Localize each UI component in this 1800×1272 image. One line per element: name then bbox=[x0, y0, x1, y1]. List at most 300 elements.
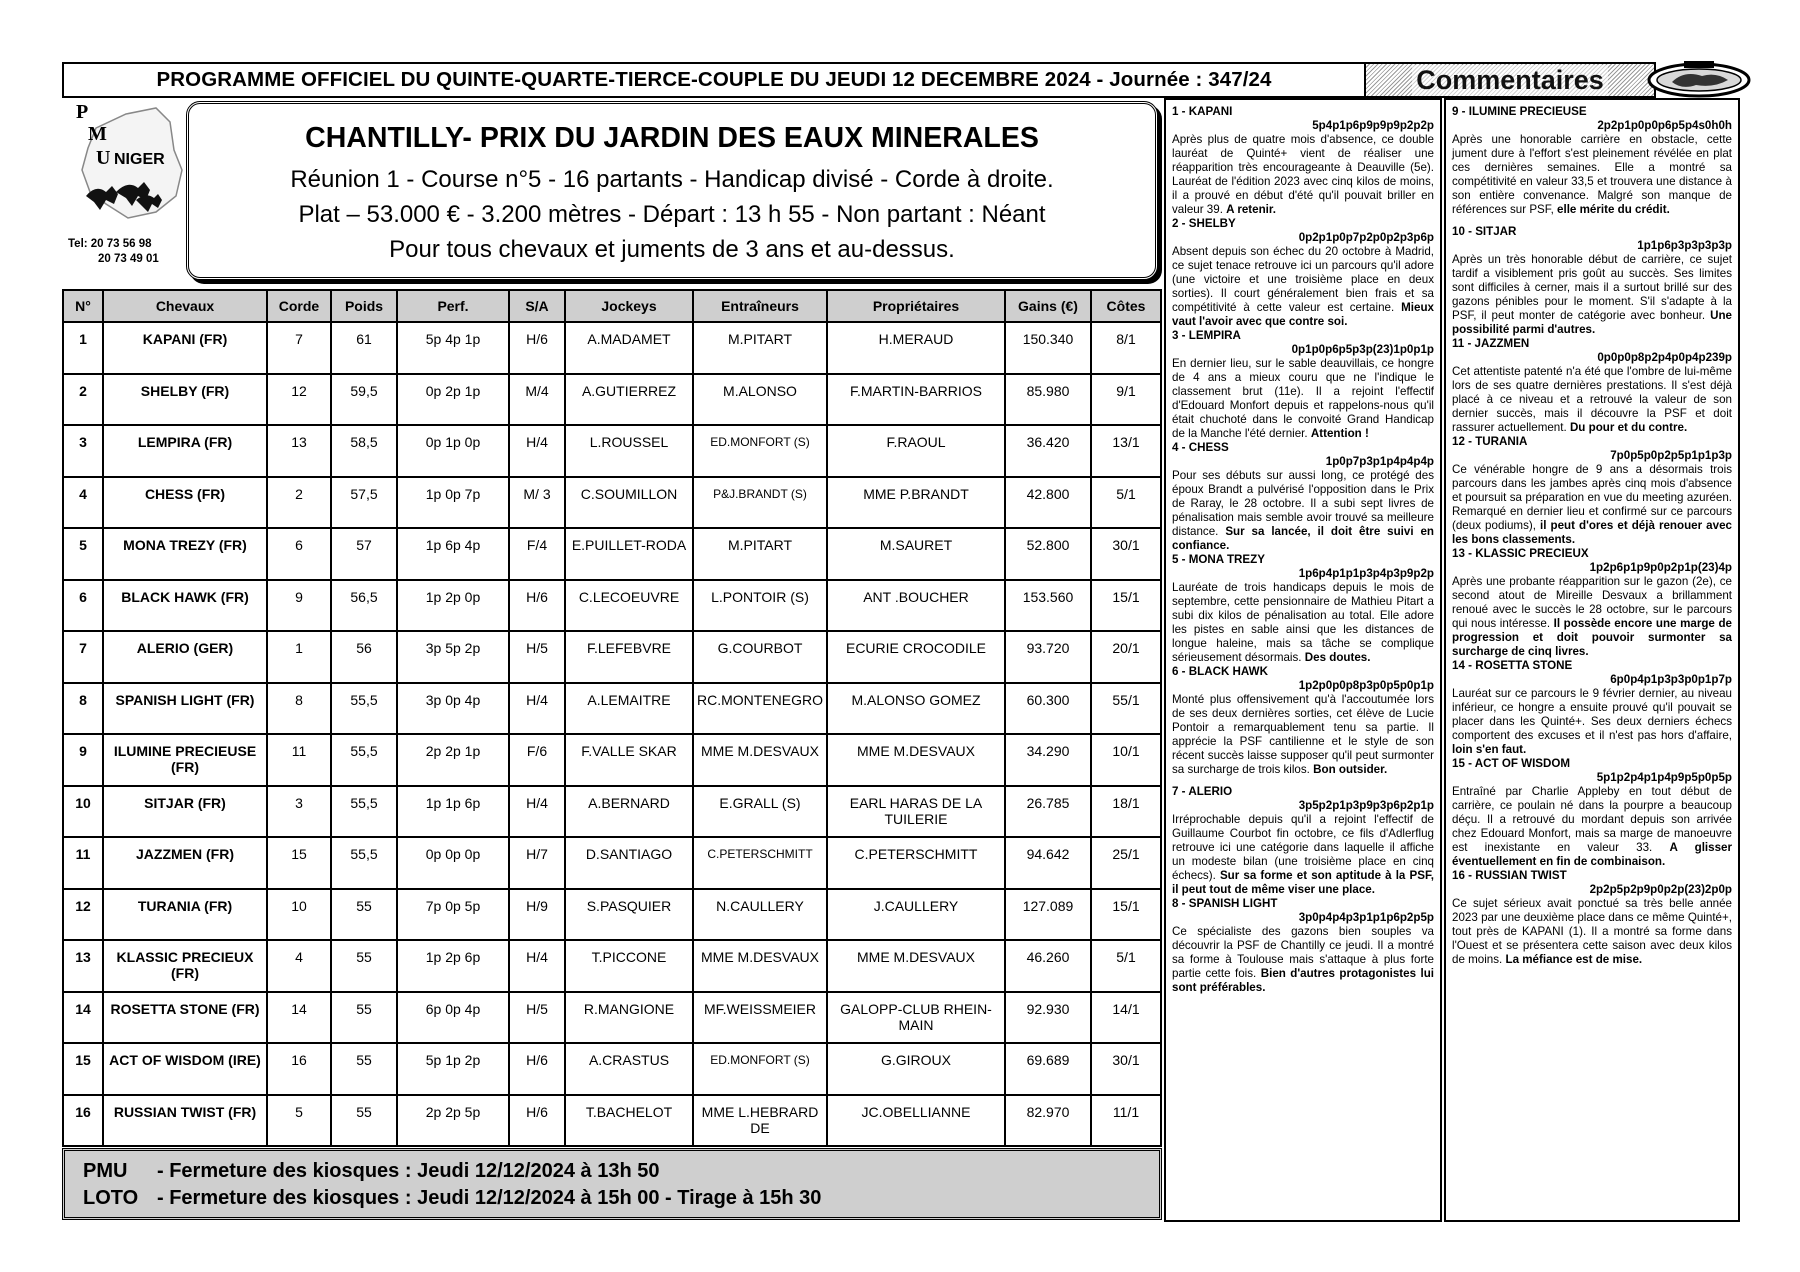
table-cell: 1 bbox=[63, 322, 103, 374]
table-cell: F.MARTIN-BARRIOS bbox=[827, 374, 1005, 426]
comment-body: Irréprochable depuis qu'il a rejoint l'effectif de Guillaume Courbot fin octobre, ce fils d'Adlerflug retrouve ici une catégorie dans laquelle il affiche un modeste bilan (une troisième place en cinq échecs). bbox=[1172, 813, 1434, 882]
comment-performance: 1p0p7p3p1p4p4p4p bbox=[1325, 455, 1434, 468]
table-cell: JC.OBELLIANNE bbox=[827, 1095, 1005, 1147]
table-cell: LEMPIRA (FR) bbox=[103, 425, 267, 477]
comment-body: Lauréat sur ce parcours le 9 février dernier, au niveau inférieur, ce hongre a ensuite prouvé qu'il pouvait se placer dans les Quinté+. Ses deux derniers échecs comportent des excuses et il n'est pas hors d'affaire, bbox=[1452, 687, 1732, 742]
table-cell: 127.089 bbox=[1005, 889, 1091, 941]
comment-text bbox=[1452, 687, 1732, 757]
table-cell: 2p 2p 5p bbox=[397, 1095, 509, 1147]
table-cell: 82.970 bbox=[1005, 1095, 1091, 1147]
table-cell: 4 bbox=[267, 940, 331, 992]
table-cell: ED.MONFORT (S) bbox=[693, 425, 827, 477]
comment-text bbox=[1452, 897, 1732, 967]
table-cell: MME M.DESVAUX bbox=[693, 734, 827, 786]
table-cell: 1 bbox=[267, 631, 331, 683]
table-cell: CHESS (FR) bbox=[103, 477, 267, 529]
column-header: Perf. bbox=[397, 290, 509, 322]
table-row bbox=[63, 580, 1161, 632]
table-cell: C.PETERSCHMITT bbox=[693, 837, 827, 889]
table-cell: MME M.DESVAUX bbox=[827, 940, 1005, 992]
comment-body: Pour ses débuts sur aussi long, ce protégé des époux Brandt a pulvérisé l'opposition dans le Prix de Raray, le 28 octobre. Il a subi sept livres de pénalisation mais semble avoir trouvé sa meilleure distance. bbox=[1172, 469, 1434, 538]
table-cell: 14/1 bbox=[1091, 992, 1161, 1044]
comment-entry bbox=[1452, 547, 1732, 659]
table-body bbox=[63, 322, 1161, 1146]
comment-verdict: Mieux vaut l'avoir avec que contre soi. bbox=[1172, 301, 1434, 328]
table-cell: A.GUTIERREZ bbox=[565, 374, 693, 426]
table-cell: KAPANI (FR) bbox=[103, 322, 267, 374]
table-cell: 12 bbox=[63, 889, 103, 941]
comment-horse-title: 16 - RUSSIAN TWIST bbox=[1452, 869, 1567, 882]
table-cell: 12 bbox=[267, 374, 331, 426]
comment-verdict: Sur sa forme et son aptitude à la PSF, il peut tout de même viser une place. bbox=[1172, 869, 1434, 896]
table-cell: 59,5 bbox=[331, 374, 397, 426]
table-cell: 55 bbox=[331, 1043, 397, 1095]
comment-verdict: Du pour et du contre. bbox=[1569, 421, 1688, 434]
table-cell: H/6 bbox=[509, 322, 565, 374]
comment-text bbox=[1452, 575, 1732, 659]
table-cell: 5p 1p 2p bbox=[397, 1043, 509, 1095]
table-cell: 11 bbox=[267, 734, 331, 786]
comment-entry bbox=[1172, 329, 1434, 441]
table-cell: 15 bbox=[63, 1043, 103, 1095]
table-cell: 94.642 bbox=[1005, 837, 1091, 889]
table-cell: H/5 bbox=[509, 631, 565, 683]
comments-header bbox=[1366, 62, 1656, 98]
comment-performance: 2p2p1p0p0p6p5p4s0h0h bbox=[1597, 119, 1732, 132]
table-cell: 55,5 bbox=[331, 683, 397, 735]
table-cell: L.PONTOIR (S) bbox=[693, 580, 827, 632]
comment-body: Après un très honorable début de carrière, ce sujet tardif a visiblement pris goût au succès. Ses limites sont difficiles à cerner, mais il a surtout brillé sur des gazons pénibles pour le moment. S'il s'adapte à la PSF, il peut monter de catégorie avec bonheur. bbox=[1452, 253, 1732, 322]
table-cell: H/7 bbox=[509, 837, 565, 889]
table-cell: M.PITART bbox=[693, 528, 827, 580]
comment-entry bbox=[1172, 665, 1434, 777]
table-cell: L.ROUSSEL bbox=[565, 425, 693, 477]
table-cell: 93.720 bbox=[1005, 631, 1091, 683]
table-cell: H/9 bbox=[509, 889, 565, 941]
table-cell: 55,5 bbox=[331, 734, 397, 786]
table-cell: 26.785 bbox=[1005, 786, 1091, 838]
table-row bbox=[63, 837, 1161, 889]
comment-performance: 2p2p5p2p9p0p2p(23)2p0p bbox=[1589, 883, 1732, 896]
loto-label: LOTO bbox=[83, 1187, 139, 1209]
table-cell: BLACK HAWK (FR) bbox=[103, 580, 267, 632]
table-cell: 2p 2p 1p bbox=[397, 734, 509, 786]
spacer bbox=[1452, 217, 1732, 225]
logo-letter-m: M bbox=[88, 123, 107, 145]
table-cell: 6 bbox=[63, 580, 103, 632]
table-row bbox=[63, 477, 1161, 529]
table-cell: F/4 bbox=[509, 528, 565, 580]
comment-body: Ce vénérable hongre de 9 ans a désormais trois parcours dans les jambes après cinq mois d'absence et poursuit sa préparation en vue du meeting azuréen. Remarqué en dernier lieu et confirmé sur ce parcours (deux podiums), bbox=[1452, 463, 1732, 532]
comment-body: Après une probante réapparition sur le gazon (2e), ce second atout de Mireille Desvaux a brillamment renoué avec le succès le 28 octobre, sur le parcours qui nous intéresse. bbox=[1452, 575, 1732, 630]
comment-performance: 7p0p5p0p2p5p1p1p3p bbox=[1610, 449, 1732, 462]
table-cell: 34.290 bbox=[1005, 734, 1091, 786]
column-header: Entraîneurs bbox=[693, 290, 827, 322]
race-title: CHANTILLY- PRIX DU JARDIN DES EAUX MINERALES bbox=[305, 122, 1039, 154]
comment-entry bbox=[1452, 869, 1732, 967]
table-cell: A.MADAMET bbox=[565, 322, 693, 374]
comment-performance: 5p1p2p4p1p4p9p5p0p5p bbox=[1596, 771, 1732, 784]
table-cell: F/6 bbox=[509, 734, 565, 786]
comment-text bbox=[1452, 463, 1732, 547]
table-cell: 1p 2p 6p bbox=[397, 940, 509, 992]
runners-table bbox=[62, 289, 1162, 1147]
table-cell: 56,5 bbox=[331, 580, 397, 632]
table-cell: 10 bbox=[63, 786, 103, 838]
table-cell: 46.260 bbox=[1005, 940, 1091, 992]
table-cell: E.GRALL (S) bbox=[693, 786, 827, 838]
table-cell: 15/1 bbox=[1091, 889, 1161, 941]
table-cell: H/6 bbox=[509, 1095, 565, 1147]
table-cell: 5/1 bbox=[1091, 477, 1161, 529]
comment-horse-title: 15 - ACT OF WISDOM bbox=[1452, 757, 1571, 770]
comment-body: Après plus de quatre mois d'absence, ce double lauréat de Quinté+ vient de réaliser une réapparition très encourageante à Deauville (5e). Lauréat de l'édition 2023 avec cinq kilos de moins, il a prouvé en début d'été qu'il pouvait briller en valeur 39. bbox=[1172, 133, 1434, 216]
table-cell: 7p 0p 5p bbox=[397, 889, 509, 941]
comment-text bbox=[1172, 245, 1434, 329]
table-cell: 7 bbox=[267, 322, 331, 374]
table-cell: G.COURBOT bbox=[693, 631, 827, 683]
comment-horse-title: 14 - ROSETTA STONE bbox=[1452, 659, 1573, 672]
table-cell: 9 bbox=[267, 580, 331, 632]
table-cell: 3 bbox=[267, 786, 331, 838]
table-cell: KLASSIC PRECIEUX (FR) bbox=[103, 940, 267, 992]
table-cell: 55 bbox=[331, 1095, 397, 1147]
comment-entry bbox=[1452, 659, 1732, 757]
comment-performance: 1p1p6p3p3p3p3p bbox=[1637, 239, 1732, 252]
table-cell: 18/1 bbox=[1091, 786, 1161, 838]
column-header: Propriétaires bbox=[827, 290, 1005, 322]
table-cell: MME P.BRANDT bbox=[827, 477, 1005, 529]
phone-2: 20 73 49 01 bbox=[98, 253, 159, 265]
table-cell: 55 bbox=[331, 940, 397, 992]
table-cell: 3p 5p 2p bbox=[397, 631, 509, 683]
programme-banner bbox=[62, 62, 1366, 98]
comment-entry bbox=[1452, 435, 1732, 547]
comment-performance: 1p2p0p0p8p3p0p5p0p1p bbox=[1298, 679, 1434, 692]
table-cell: H/6 bbox=[509, 580, 565, 632]
table-cell: 55/1 bbox=[1091, 683, 1161, 735]
comment-verdict: A glisser éventuellement en fin de combinaison. bbox=[1452, 841, 1732, 868]
table-cell: MF.WEISSMEIER bbox=[693, 992, 827, 1044]
comment-horse-title: 3 - LEMPIRA bbox=[1172, 329, 1241, 342]
comment-performance: 0p2p1p0p7p2p0p2p3p6p bbox=[1298, 231, 1434, 244]
table-cell: 15 bbox=[267, 837, 331, 889]
table-cell: 5p 4p 1p bbox=[397, 322, 509, 374]
comment-performance: 0p1p0p6p5p3p(23)1p0p1p bbox=[1291, 343, 1434, 356]
logo-niger: NIGER bbox=[114, 151, 165, 168]
comment-entry bbox=[1172, 553, 1434, 665]
table-cell: TURANIA (FR) bbox=[103, 889, 267, 941]
table-row bbox=[63, 322, 1161, 374]
table-cell: M.PITART bbox=[693, 322, 827, 374]
table-cell: GALOPP-CLUB RHEIN-MAIN bbox=[827, 992, 1005, 1044]
table-cell: C.PETERSCHMITT bbox=[827, 837, 1005, 889]
comment-entry bbox=[1452, 757, 1732, 869]
table-cell: D.SANTIAGO bbox=[565, 837, 693, 889]
comment-verdict: elle mérite du crédit. bbox=[1557, 203, 1670, 216]
pmu-niger-logo bbox=[66, 100, 188, 238]
table-cell: C.SOUMILLON bbox=[565, 477, 693, 529]
logo-letter-u: U bbox=[96, 147, 111, 169]
table-cell: 7 bbox=[63, 631, 103, 683]
table-row bbox=[63, 786, 1161, 838]
table-cell: 42.800 bbox=[1005, 477, 1091, 529]
table-cell: MME M.DESVAUX bbox=[827, 734, 1005, 786]
comment-entry bbox=[1172, 897, 1434, 995]
comment-text bbox=[1452, 253, 1732, 337]
table-cell: 1p 6p 4p bbox=[397, 528, 509, 580]
race-title-box bbox=[186, 101, 1158, 280]
table-cell: MONA TREZY (FR) bbox=[103, 528, 267, 580]
table-cell: ACT OF WISDOM (IRE) bbox=[103, 1043, 267, 1095]
table-row bbox=[63, 992, 1161, 1044]
pmu-closing-text: - Fermeture des kiosques : Jeudi 12/12/2024 à 13h 50 bbox=[157, 1160, 660, 1182]
comment-text bbox=[1172, 133, 1434, 217]
table-cell: MME M.DESVAUX bbox=[693, 940, 827, 992]
column-header: Jockeys bbox=[565, 290, 693, 322]
table-cell: RUSSIAN TWIST (FR) bbox=[103, 1095, 267, 1147]
table-row bbox=[63, 1095, 1161, 1147]
table-cell: H/5 bbox=[509, 992, 565, 1044]
table-cell: M.SAURET bbox=[827, 528, 1005, 580]
table-cell: 10/1 bbox=[1091, 734, 1161, 786]
table-header-row bbox=[63, 290, 1161, 322]
comment-verdict: Il possède encore une marge de progression et doit pouvoir surmonter sa surcharge de cinq livres. bbox=[1452, 617, 1732, 658]
pmu-label: PMU bbox=[83, 1160, 128, 1182]
column-header: Côtes bbox=[1091, 290, 1161, 322]
comment-verdict: Sur sa lancée, il doit être suivi en confiance. bbox=[1172, 525, 1434, 552]
table-cell: ED.MONFORT (S) bbox=[693, 1043, 827, 1095]
table-cell: 57,5 bbox=[331, 477, 397, 529]
comment-performance: 0p0p0p8p2p4p0p4p239p bbox=[1597, 351, 1732, 364]
comment-text bbox=[1172, 925, 1434, 995]
table-cell: 0p 1p 0p bbox=[397, 425, 509, 477]
table-cell: H/4 bbox=[509, 683, 565, 735]
comment-entry bbox=[1452, 225, 1732, 337]
table-cell: 85.980 bbox=[1005, 374, 1091, 426]
table-cell: 5 bbox=[267, 1095, 331, 1147]
comment-verdict: Bien d'autres protagonistes lui sont préférables. bbox=[1172, 967, 1434, 994]
table-cell: 16 bbox=[267, 1043, 331, 1095]
table-cell: MME L.HEBRARD DE bbox=[693, 1095, 827, 1147]
comments-column-right bbox=[1444, 98, 1740, 1222]
table-cell: 153.560 bbox=[1005, 580, 1091, 632]
table-cell: 13 bbox=[267, 425, 331, 477]
table-cell: 16 bbox=[63, 1095, 103, 1147]
table-cell: 0p 2p 1p bbox=[397, 374, 509, 426]
phone-1: Tel: 20 73 56 98 bbox=[68, 238, 152, 250]
table-cell: 58,5 bbox=[331, 425, 397, 477]
loto-closing-text: - Fermeture des kiosques : Jeudi 12/12/2024 à 15h 00 - Tirage à 15h 30 bbox=[157, 1187, 822, 1209]
table-cell: J.CAULLERY bbox=[827, 889, 1005, 941]
contact-block bbox=[68, 237, 186, 267]
table-cell: ECURIE CROCODILE bbox=[827, 631, 1005, 683]
table-cell: 36.420 bbox=[1005, 425, 1091, 477]
table-cell: 30/1 bbox=[1091, 528, 1161, 580]
table-row bbox=[63, 683, 1161, 735]
table-cell: M.ALONSO bbox=[693, 374, 827, 426]
table-cell: C.LECOEUVRE bbox=[565, 580, 693, 632]
table-cell: 15/1 bbox=[1091, 580, 1161, 632]
table-cell: 30/1 bbox=[1091, 1043, 1161, 1095]
comment-body: Monté plus offensivement qu'à l'accoutumée lors de ses deux dernières sorties, cet élève de Lucie Pontoir a remarquablement tenu sa partie. Il apprécie la PSF cantilienne et le style de son récent succès laisse supposer qu'il peut surmonter sa surcharge de trois kilos. bbox=[1172, 693, 1434, 776]
table-row bbox=[63, 631, 1161, 683]
table-cell: 6 bbox=[267, 528, 331, 580]
comment-horse-title: 7 - ALERIO bbox=[1172, 785, 1233, 798]
table-cell: SPANISH LIGHT (FR) bbox=[103, 683, 267, 735]
table-cell: M/ 3 bbox=[509, 477, 565, 529]
table-row bbox=[63, 1043, 1161, 1095]
race-line-2: Plat – 53.000 € - 3.200 mètres - Départ : 13 h 55 - Non partant : Néant bbox=[298, 201, 1046, 228]
comment-verdict: Attention ! bbox=[1310, 427, 1369, 440]
comment-performance: 5p4p1p6p9p9p9p2p2p bbox=[1312, 119, 1434, 132]
comment-text bbox=[1172, 813, 1434, 897]
comment-performance: 1p2p6p1p9p0p2p1p(23)4p bbox=[1589, 561, 1732, 574]
table-cell: 6p 0p 4p bbox=[397, 992, 509, 1044]
table-cell: ROSETTA STONE (FR) bbox=[103, 992, 267, 1044]
table-cell: A.BERNARD bbox=[565, 786, 693, 838]
table-cell: H/4 bbox=[509, 940, 565, 992]
table-cell: 1p 1p 6p bbox=[397, 786, 509, 838]
table-cell: N.CAULLERY bbox=[693, 889, 827, 941]
comment-horse-title: 5 - MONA TREZY bbox=[1172, 553, 1265, 566]
table-cell: 9/1 bbox=[1091, 374, 1161, 426]
comment-verdict: loin s'en faut. bbox=[1452, 743, 1527, 756]
table-cell: RC.MONTENEGRO bbox=[693, 683, 827, 735]
table-cell: R.MANGIONE bbox=[565, 992, 693, 1044]
table-cell: 9 bbox=[63, 734, 103, 786]
table-cell: 52.800 bbox=[1005, 528, 1091, 580]
table-cell: 3p 0p 4p bbox=[397, 683, 509, 735]
table-cell: F.RAOUL bbox=[827, 425, 1005, 477]
table-cell: F.VALLE SKAR bbox=[565, 734, 693, 786]
comment-performance: 1p6p4p1p1p3p4p3p9p2p bbox=[1298, 567, 1434, 580]
table-cell: M.ALONSO GOMEZ bbox=[827, 683, 1005, 735]
table-cell: 61 bbox=[331, 322, 397, 374]
table-cell: 8 bbox=[267, 683, 331, 735]
comment-horse-title: 6 - BLACK HAWK bbox=[1172, 665, 1268, 678]
table-row bbox=[63, 528, 1161, 580]
comment-text bbox=[1172, 693, 1434, 777]
comment-text bbox=[1452, 133, 1732, 217]
table-cell: S.PASQUIER bbox=[565, 889, 693, 941]
comment-body: Cet attentiste patenté n'a été que l'ombre de lui-même lors de ses quatre dernières prestations. Il s'est déjà placé à ce niveau et a retrouvé la valeur de son dernier succès, mais il découvre la PSF et doit rassurer actuellement. bbox=[1452, 365, 1732, 434]
comment-horse-title: 11 - JAZZMEN bbox=[1452, 337, 1530, 350]
comment-horse-title: 4 - CHESS bbox=[1172, 441, 1229, 454]
logo-letter-p: P bbox=[76, 101, 89, 123]
comments-title: Commentaires bbox=[1412, 65, 1608, 96]
table-cell: 60.300 bbox=[1005, 683, 1091, 735]
table-cell: 4 bbox=[63, 477, 103, 529]
comment-entry bbox=[1452, 337, 1732, 435]
table-cell: H/4 bbox=[509, 425, 565, 477]
table-cell: F.LEFEBVRE bbox=[565, 631, 693, 683]
table-cell: ILUMINE PRECIEUSE (FR) bbox=[103, 734, 267, 786]
table-cell: P&J.BRANDT (S) bbox=[693, 477, 827, 529]
table-cell: 13 bbox=[63, 940, 103, 992]
table-cell: 13/1 bbox=[1091, 425, 1161, 477]
table-row bbox=[63, 734, 1161, 786]
column-header: N° bbox=[63, 290, 103, 322]
table-cell: M/4 bbox=[509, 374, 565, 426]
table-cell: 1p 2p 0p bbox=[397, 580, 509, 632]
table-cell: H/4 bbox=[509, 786, 565, 838]
table-row bbox=[63, 940, 1161, 992]
table-cell: SHELBY (FR) bbox=[103, 374, 267, 426]
table-row bbox=[63, 425, 1161, 477]
comment-horse-title: 2 - SHELBY bbox=[1172, 217, 1236, 230]
table-cell: 8 bbox=[63, 683, 103, 735]
spacer bbox=[1172, 777, 1434, 785]
table-cell: 57 bbox=[331, 528, 397, 580]
table-cell: 69.689 bbox=[1005, 1043, 1091, 1095]
race-line-1: Réunion 1 - Course n°5 - 16 partants - Handicap divisé - Corde à droite. bbox=[290, 166, 1054, 193]
comment-horse-title: 13 - KLASSIC PRECIEUX bbox=[1452, 547, 1589, 560]
comment-entry bbox=[1452, 105, 1732, 217]
table-cell: 55,5 bbox=[331, 786, 397, 838]
comment-verdict: Bon outsider. bbox=[1313, 763, 1388, 776]
comment-entry bbox=[1172, 217, 1434, 329]
comment-performance: 3p0p4p4p3p1p1p6p2p5p bbox=[1298, 911, 1434, 924]
table-cell: 1p 0p 7p bbox=[397, 477, 509, 529]
column-header: Corde bbox=[267, 290, 331, 322]
programme-title: PROGRAMME OFFICIEL DU QUINTE-QUARTE-TIERCE-COUPLE DU JEUDI 12 DECEMBRE 2024 - Journée : 347/24 bbox=[156, 68, 1272, 91]
table-row bbox=[63, 374, 1161, 426]
table-cell: T.PICCONE bbox=[565, 940, 693, 992]
racing-emblem-icon bbox=[1644, 58, 1754, 100]
comment-body: Après une honorable carrière en obstacle, cette jument dure à l'effort s'est pleinement révélée en plat ces dernières semaines. Elle a montré sa compétitivité en valeur 33,5 et trouvera une distance à son entière convenance. Malgré son manque de références sur PSF, bbox=[1452, 133, 1732, 216]
comment-horse-title: 1 - KAPANI bbox=[1172, 105, 1233, 118]
closing-info-box bbox=[62, 1148, 1162, 1220]
niger-map-icon bbox=[66, 100, 188, 238]
table-cell: 25/1 bbox=[1091, 837, 1161, 889]
comment-performance: 3p5p2p1p3p9p3p6p2p1p bbox=[1298, 799, 1434, 812]
comment-verdict: A retenir. bbox=[1226, 203, 1276, 216]
table-cell: 5/1 bbox=[1091, 940, 1161, 992]
comment-body: Lauréate de trois handicaps depuis le mois de septembre, cette pensionnaire de Mathieu Pitart a subi dix kilos de pénalisation au total. Elle adore les pistes en sable ainsi que les distances de longue haleine, mais sa tâche se complique sérieusement désormais. bbox=[1172, 581, 1434, 664]
table-cell: 11/1 bbox=[1091, 1095, 1161, 1147]
comment-entry bbox=[1172, 441, 1434, 553]
comment-horse-title: 12 - TURANIA bbox=[1452, 435, 1528, 448]
comment-entry bbox=[1172, 785, 1434, 897]
comment-horse-title: 10 - SITJAR bbox=[1452, 225, 1517, 238]
table-cell: 5 bbox=[63, 528, 103, 580]
comment-text bbox=[1452, 785, 1732, 869]
table-cell: A.CRASTUS bbox=[565, 1043, 693, 1095]
table-cell: ANT .BOUCHER bbox=[827, 580, 1005, 632]
table-cell: 56 bbox=[331, 631, 397, 683]
table-cell: JAZZMEN (FR) bbox=[103, 837, 267, 889]
comment-horse-title: 8 - SPANISH LIGHT bbox=[1172, 897, 1278, 910]
table-cell: H.MERAUD bbox=[827, 322, 1005, 374]
comment-body: Absent depuis son échec du 20 octobre à Madrid, ce sujet tenace retrouve ici un parcours qu'il adore (une victoire et une troisième place en deux sorties). Il court généralement bien frais et sa compétitivité à cette valeur est certaine. bbox=[1172, 245, 1434, 314]
table-cell: 150.340 bbox=[1005, 322, 1091, 374]
table-cell: 11 bbox=[63, 837, 103, 889]
table-cell: 3 bbox=[63, 425, 103, 477]
column-header: Poids bbox=[331, 290, 397, 322]
comment-verdict: il peut d'ores et déjà renouer avec les bons classements. bbox=[1452, 519, 1732, 546]
comment-verdict: Des doutes. bbox=[1304, 651, 1371, 664]
table-cell: 55,5 bbox=[331, 837, 397, 889]
comment-horse-title: 9 - ILUMINE PRECIEUSE bbox=[1452, 105, 1587, 118]
comment-body: Ce spécialiste des gazons bien souples va découvrir la PSF de Chantilly ce jeudi. Il a montré sa forme à Toulouse mais s'attaque à plus forte partie cette fois. bbox=[1172, 925, 1434, 980]
comment-body: Ce sujet sérieux avait ponctué sa très belle année 2023 par une deuxième place dans ce même Quinté+, tout près de KAPANI (1). Il a montré sa forme dans l'Ouest et se présentera cette saison avec deux kilos de moins. bbox=[1452, 897, 1732, 966]
loto-closing-line bbox=[83, 1185, 1159, 1212]
table-cell: G.GIROUX bbox=[827, 1043, 1005, 1095]
column-header: Gains (€) bbox=[1005, 290, 1091, 322]
comment-text bbox=[1172, 581, 1434, 665]
comment-entry bbox=[1172, 105, 1434, 217]
